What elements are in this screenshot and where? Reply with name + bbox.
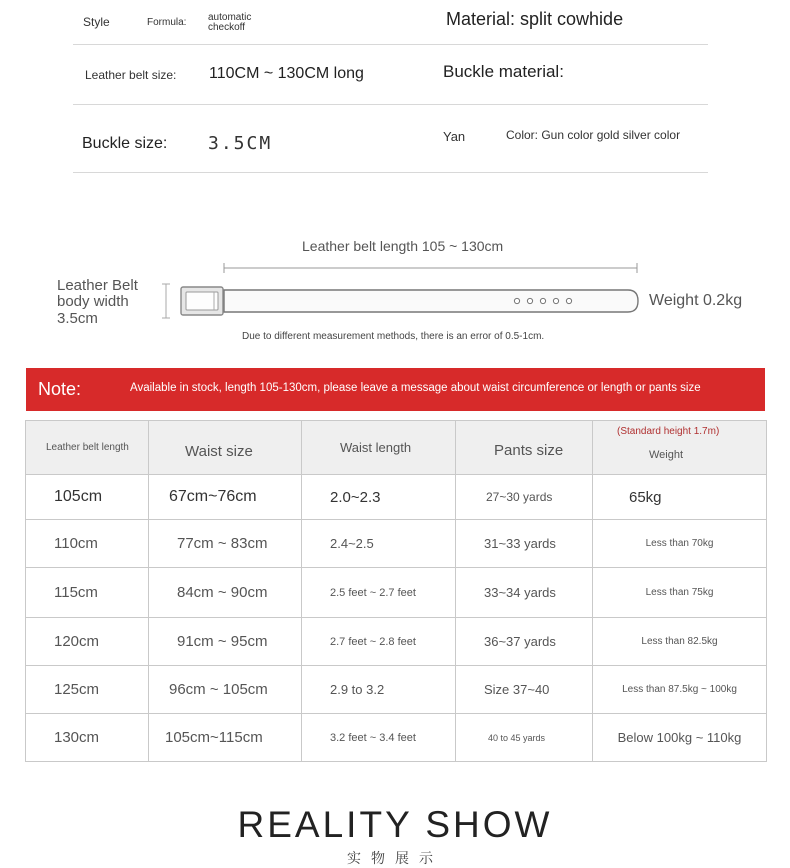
cell-pants-size: Size 37~40 xyxy=(456,666,593,714)
spec-color: Color: Gun color gold silver color xyxy=(506,128,681,142)
cell-pants-size: 27~30 yards xyxy=(456,475,593,520)
cell-weight: Less than 82.5kg xyxy=(593,618,767,666)
cell-weight: 65kg xyxy=(593,475,767,520)
cell-pants-size: 31~33 yards xyxy=(456,520,593,568)
table-row xyxy=(26,568,767,618)
measurement-error-note: Due to different measurement methods, there is an error of 0.5-1cm. xyxy=(242,331,545,342)
spec-buckle-size-label: Buckle size: xyxy=(82,135,168,152)
reality-show-subtitle: 实物展示 xyxy=(347,850,443,866)
belt-width-label-1: Leather Belt xyxy=(57,277,138,294)
note-label: Note: xyxy=(38,379,82,399)
cell-pants-size: 33~34 yards xyxy=(456,568,593,618)
belt-buckle-icon xyxy=(181,287,223,315)
header-waist-size: Waist size xyxy=(149,421,302,475)
cell-waist-length: 2.9 to 3.2 xyxy=(302,666,456,714)
header-waist-length: Waist length xyxy=(302,421,456,475)
spec-buckle-size-value: 3.5CM xyxy=(208,133,273,154)
table-header-row xyxy=(26,421,767,475)
belt-strap-icon xyxy=(224,290,638,312)
cell-length: 120cm xyxy=(26,618,149,666)
belt-weight-label: Weight 0.2kg xyxy=(649,292,743,309)
cell-waist-length: 3.2 feet ~ 3.4 feet xyxy=(302,714,456,762)
cell-waist-size: 77cm ~ 83cm xyxy=(149,520,302,568)
cell-waist-size: 84cm ~ 90cm xyxy=(149,568,302,618)
table-row xyxy=(26,714,767,762)
spec-formula-value-1: automatic xyxy=(208,12,252,23)
cell-waist-size: 91cm ~ 95cm xyxy=(149,618,302,666)
header-weight-label: Weight xyxy=(649,449,684,461)
length-dimension-line xyxy=(224,263,637,273)
reality-show-title: REALITY SHOW xyxy=(237,804,553,845)
cell-length: 105cm xyxy=(26,475,149,520)
cell-waist-length: 2.5 feet ~ 2.7 feet xyxy=(302,568,456,618)
cell-weight: Less than 75kg xyxy=(593,568,767,618)
cell-pants-size: 36~37 yards xyxy=(456,618,593,666)
cell-length: 125cm xyxy=(26,666,149,714)
cell-weight: Less than 87.5kg ~ 100kg xyxy=(593,666,767,714)
belt-length-label: Leather belt length 105 ~ 130cm xyxy=(302,238,504,254)
spec-material: Material: split cowhide xyxy=(446,9,624,29)
size-table xyxy=(25,420,767,762)
width-dimension-line xyxy=(162,284,170,318)
spec-belt-size-label: Leather belt size: xyxy=(85,68,177,82)
belt-width-label-2: body width xyxy=(57,293,129,310)
cell-length: 130cm xyxy=(26,714,149,762)
table-row xyxy=(26,666,767,714)
height-note: (Standard height 1.7m) xyxy=(617,426,720,437)
note-banner xyxy=(26,368,765,411)
belt-width-label-3: 3.5cm xyxy=(57,310,98,327)
table-row xyxy=(26,618,767,666)
spec-yan-label: Yan xyxy=(443,129,466,144)
note-text: Available in stock, length 105-130cm, please leave a message about waist circumference or length or pants size xyxy=(130,382,701,394)
header-belt-length: Leather belt length xyxy=(26,421,149,475)
spec-buckle-material-label: Buckle material: xyxy=(443,62,564,81)
cell-waist-length: 2.7 feet ~ 2.8 feet xyxy=(302,618,456,666)
table-row xyxy=(26,520,767,568)
spec-formula-value-2: checkoff xyxy=(208,22,246,33)
spec-style-label: Style xyxy=(83,15,110,29)
cell-waist-size: 105cm~115cm xyxy=(149,714,302,762)
cell-length: 115cm xyxy=(26,568,149,618)
cell-length: 110cm xyxy=(26,520,149,568)
cell-weight: Below 100kg ~ 110kg xyxy=(593,714,767,762)
header-pants-size: Pants size xyxy=(456,421,593,475)
cell-waist-length: 2.0~2.3 xyxy=(302,475,456,520)
cell-waist-size: 96cm ~ 105cm xyxy=(149,666,302,714)
cell-pants-size: 40 to 45 yards xyxy=(456,714,593,762)
header-weight xyxy=(593,421,767,475)
table-row xyxy=(26,475,767,520)
cell-waist-length: 2.4~2.5 xyxy=(302,520,456,568)
spec-formula-label: Formula: xyxy=(147,17,187,28)
cell-weight: Less than 70kg xyxy=(593,520,767,568)
spec-belt-size-value: 110CM ~ 130CM long xyxy=(209,65,364,82)
cell-waist-size: 67cm~76cm xyxy=(149,475,302,520)
